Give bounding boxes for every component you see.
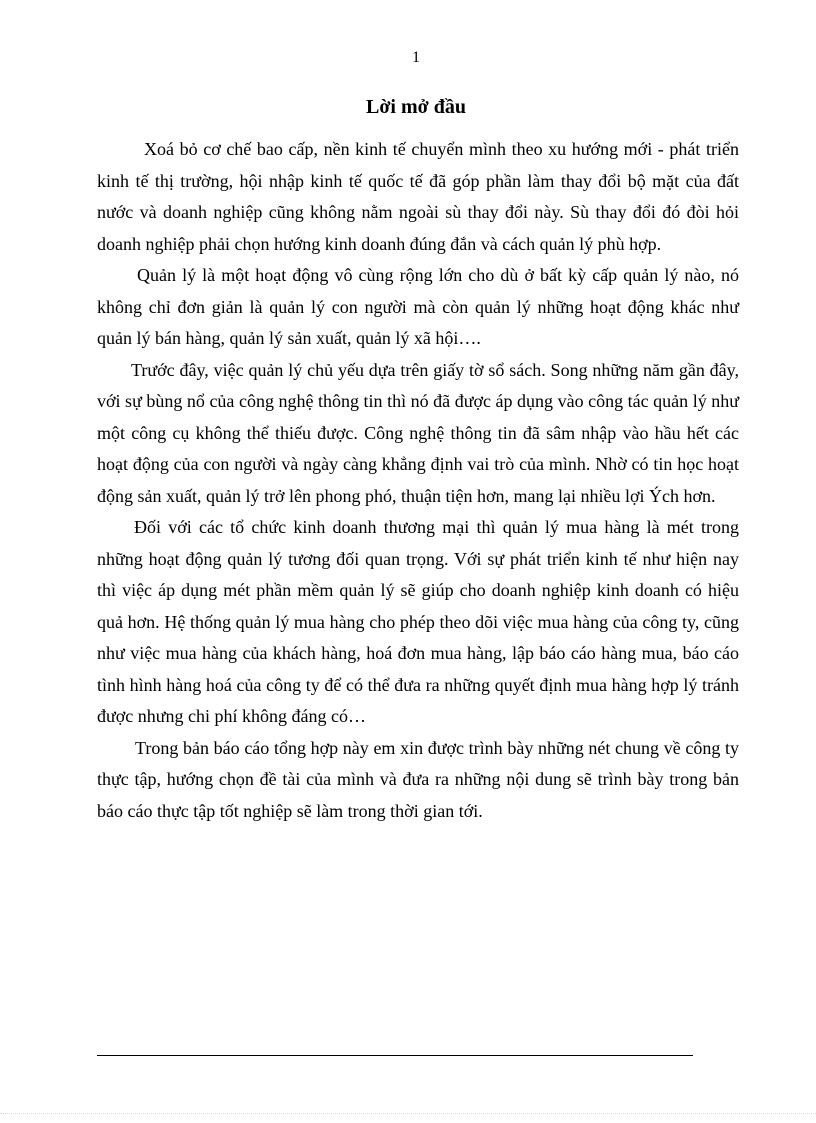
paragraph-report-outline: Trong bản báo cáo tổng hợp này em xin được trình bày những nét chung về công ty thực tập, hướng chọn đề tài của mình và đưa ra những nội dung sẽ trình bày trong bản báo cáo thực tập tốt nghiệp sẽ làm trong thời gian tới. [97, 737, 739, 821]
paragraph-management-scope: Quản lý là một hoạt động vô cùng rộng lớn cho dù ở bất kỳ cấp quản lý nào, nó không chỉ đơn giản là quản lý con người mà còn quản lý những hoạt động khác như quản lý bán hàng, quản lý sản xuất, quản lý xã hội…. [97, 265, 739, 348]
paragraph-introduction: Xoá bỏ cơ chế bao cấp, nền kinh tế chuyển mình theo xu hướng mới - phát triển kinh tế thị trường, hội nhập kinh tế quốc tế đã góp phần làm thay đổi bộ mặt của đất nước và doanh nghiệp cũng không nằm ngoài sù thay đổi này. Sù thay đổi đó đòi hỏi doanh nghiệp phải chọn hướng kinh doanh đúng đắn và cách quản lý phù hợp. [97, 139, 739, 254]
document-body [97, 134, 739, 827]
page-number: 1 [412, 49, 420, 66]
paragraph-purchase-management: Đối với các tổ chức kinh doanh thương mại thì quản lý mua hàng là mét trong những hoạt động quản lý tương đối quan trọng. Với sự phát triển kinh tế như hiện nay thì việc áp dụng mét phần mềm quản lý sẽ giúp cho doanh nghiệp kinh doanh có hiệu quả hơn. Hệ thống quản lý mua hàng cho phép theo dõi việc mua hàng của công ty, cũng như việc mua hàng của khách hàng, hoá đơn mua hàng, lập báo cáo hàng mua, báo cáo tình hình hàng hoá của công ty để có thể đưa ra những quyết định mua hàng hợp lý tránh được nhưng chi phí không đáng có… [97, 517, 739, 726]
footer-divider [97, 1055, 693, 1056]
paragraph-information-technology: Trước đây, việc quản lý chủ yếu dựa trên giấy tờ sổ sách. Song những năm gần đây, với sự bùng nổ của công nghệ thông tin thì nó đã được áp dụng vào công tác quản lý như một công cụ không thể thiếu được. Công nghệ thông tin đã sâm nhập vào hầu hết các hoạt động của con người và ngày càng khẳng định vai trò của mình. Nhờ có tin học hoạt động sản xuất, quản lý trở lên phong phó, thuận tiện hơn, mang lại nhiều lợi Ých hơn. [97, 359, 739, 506]
page-boundary [0, 1113, 816, 1114]
document-title: Lời mở đầu [366, 96, 466, 118]
